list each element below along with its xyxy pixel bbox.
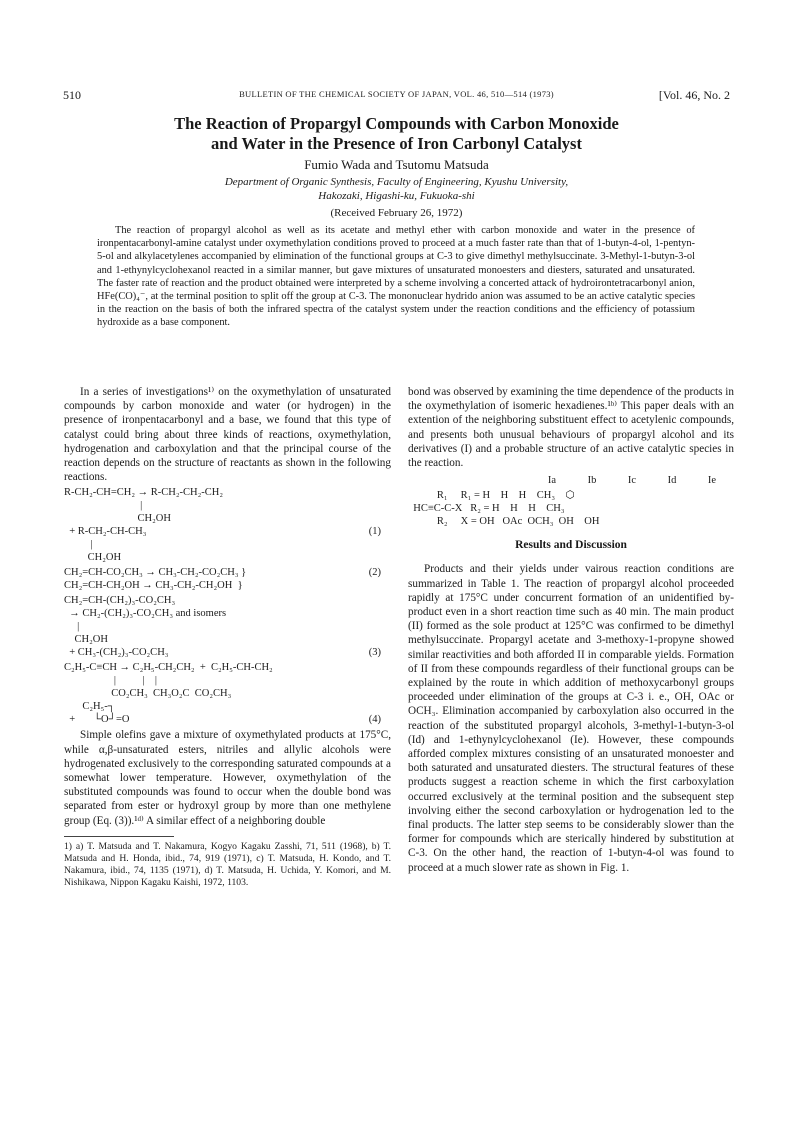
- eq1-number: (1): [368, 526, 381, 538]
- eq1-l2: |: [64, 500, 143, 512]
- structure-headers: [408, 474, 734, 487]
- structure-rows: [408, 489, 734, 528]
- eq1-l5: |: [64, 539, 93, 551]
- header-id: Id: [667, 475, 677, 487]
- title-line-2: and Water in the Presence of Iron Carbonyl Catalyst: [211, 134, 582, 153]
- footnote: 1) a) T. Matsuda and T. Nakamura, Kogyo Kagaku Zasshi, 71, 511 (1968), b) T. Matsuda and H. Honda, ibid., 74, 919 (1971), c) T. Matsuda, H. Kondo, and T. Nakamura, ibid., 74, 1135 (1971), d) T. Matsuda, H. Uchida, Y. Komori, and M. Nishikawa, Nippon Kagaku Kaishi, 1972, 1103.: [64, 840, 391, 888]
- header-ib: Ib: [587, 475, 597, 487]
- equation-4: [64, 661, 391, 726]
- struct-row-2: HC≡C-C-X R₂ = H H H CH₃: [408, 503, 565, 515]
- title-line-1: The Reaction of Propargyl Compounds with Carbon Monoxide: [174, 114, 619, 133]
- equation-3: [64, 594, 391, 659]
- eq3-l3: |: [64, 621, 80, 633]
- received-date: (Received February 26, 1972): [330, 207, 463, 219]
- header-ie: Ie: [707, 475, 717, 487]
- abstract: The reaction of propargyl alcohol as well as its acetate and methyl ether with carbon monoxide and water in the presence of ironpentacarbonyl-amine catalyst under oxymethylation conditions proved to proceed at a much faster rate than that of 1-butyn-4-ol, 1-pentyn-5-ol and alkylacetylenes accompanied by elimination of the functional groups at C-3 to give dimethyl methylsuccinate. 3-Methyl-1-butyn-3-ol and 1-ethynylcyclohexanol reacted in a similar manner, but gave mixtures of unsaturated monoesters and diesters, saturated and unsaturated. The faster rate of reaction and the product obtained were interpreted by a scheme involving a concerted attack of hydroirontetracarbonyl anion, HFe(CO)₄⁻, at the terminal position to split off the group at C-3. The mononuclear hydrido anion was assumed to be an active catalytic species in the reaction on the basis of both the infrared spectra of the catalyst system under the reaction conditions and the efficiency of potassium hydroxide as a base component.: [97, 225, 695, 329]
- right-paragraph-1: bond was observed by examining the time dependence of the products in the oxymethylation of isomeric hexadienes.¹ᵇ⁾ This paper deals with an extention of the neighboring substituent effect to acetylenic compounds, and presents both unusual behaviours of propargyl alcohol and its derivatives (I) and a probable structure of an active catalytic species in the reaction.: [408, 386, 734, 470]
- affiliation-line-1: Department of Organic Synthesis, Faculty of Engineering, Kyushu University,: [224, 176, 569, 188]
- struct-row-3: R₂ X = OH OAc OCH₃ OH OH: [408, 516, 600, 528]
- eq1-l4: + R-CH₂-CH-CH₃: [64, 526, 147, 538]
- header-ic: Ic: [627, 475, 637, 487]
- header-ia: Ia: [547, 475, 557, 487]
- right-column: [408, 385, 734, 875]
- running-head: [63, 88, 730, 104]
- affiliation-line-2: Hakozaki, Higashi-ku, Fukuoka-shi: [318, 190, 475, 202]
- article-title: [60, 114, 733, 154]
- authors: Fumio Wada and Tsutomu Matsuda: [304, 157, 489, 172]
- eq4-l1: C₂H₅-C≡CH → C₂H₅-CH₂CH₂ + C₂H₅-CH-CH₂: [64, 662, 273, 674]
- eq3-l2: → CH₂-(CH₂)₃-CO₂CH₃ and isomers: [64, 608, 227, 620]
- section-title: Results and Discussion: [515, 539, 627, 552]
- affiliation: [60, 175, 733, 203]
- eq3-l1: CH₂=CH-(CH₂)₃-CO₂CH₃: [64, 595, 176, 607]
- eq3-l4: CH₂OH: [64, 634, 108, 646]
- struct-row-1: R₁ R₁ = H H H CH₃ ⬡: [408, 490, 575, 502]
- eq4-l3: CO₂CH₃ CH₃O₂C CO₂CH₃: [64, 688, 232, 700]
- left-column: [64, 385, 391, 889]
- intro-paragraph: In a series of investigations¹⁾ on the oxymethylation of unsaturated compounds by carbon monoxide and water (or hydrogen) in the presence of ironpentacarbonyl and a base, we found that this type of catalyst could bring about three kinds of reactions, oxymethylation, hydrogenation and carboxylation and that the principal course of the reaction depends on the structure of reactants as shown in the following reactions.: [64, 386, 391, 484]
- eq3-l5: + CH₃-(CH₂)₃-CO₂CH₃: [64, 647, 169, 659]
- eq1-l6: CH₂OH: [64, 552, 122, 564]
- page-number: 510: [63, 88, 81, 102]
- eq2-l1: CH₂=CH-CO₂CH₃ → CH₃-CH₂-CO₂CH₃ }: [64, 567, 247, 579]
- eq1-l1: R-CH₂-CH=CH₂ → R-CH₂-CH₂-CH₂: [64, 487, 223, 499]
- eq4-l2: | | |: [64, 675, 157, 687]
- eq1-l3: CH₂OH: [64, 513, 171, 525]
- structure-table: [408, 474, 734, 528]
- eq4-number: (4): [368, 714, 381, 726]
- eq3-number: (3): [368, 647, 381, 659]
- equation-2: [64, 566, 391, 592]
- volume-issue: [Vol. 46, No. 2: [658, 88, 730, 102]
- paragraph-2: Simple olefins gave a mixture of oxymethylated products at 175°C, while α,β-unsaturated esters, nitriles and allylic alcohols were hydrogenated exclusively to the corresponding saturated compounds at a somewhat lower temperature. However, oxymethylation of the substituted compounds was found to occur when the double bond was separated from ester or hydroxyl group by more than one methylene group (Eq. (3)).¹ᵈ⁾ A similar effect of a neighboring double: [64, 729, 391, 827]
- footnote-rule: [64, 836, 174, 837]
- eq4-l4: C₂H₅-┐: [64, 701, 116, 713]
- equation-1: [64, 486, 391, 564]
- eq4-l5: + └O┘=O: [64, 714, 130, 726]
- journal-citation: BULLETIN OF THE CHEMICAL SOCIETY OF JAPAN, VOL. 46, 510—514 (1973): [239, 89, 554, 99]
- eq2-l2: CH₂=CH-CH₂OH → CH₃-CH₂-CH₂OH }: [64, 580, 243, 592]
- eq2-number: (2): [368, 567, 381, 579]
- right-paragraph-2: Products and their yields under vairous reaction conditions are summarized in Table 1. The reaction of propargyl alcohol proceeded rapidly at 175°C under concurrent formation of an unidentified by-product even in a short reaction time such as 40 min. The main product (II) formed as the sole product at 125°C was confirmed to be dimethyl methylsuccinate. Propargyl acetate and 3-methoxy-1-propyne showed similar reactivities and both afforded II in comparable yields. Formation of II from these compounds regardless of their functional groups can be explained by the route in which addition of methoxycarbonyl groups proceeded under elimination of the groups at C-3 i. e., OH, OAc or OCH₃. Elimination accompanied by carboxylation also occurred in the reaction of the substituted propargyl alcohols, 3-methyl-1-butyn-3-ol (Id) and 1-ethynylcyclohexanol (Ie). However, these compounds afforded complex mixtures consisting of an unsaturated monoester and both saturated and unsaturated diesters. The structural features of these products suggest a reaction scheme in which the first carboxylation occurred exclusively at the terminal position and the subsequent step involving either the second carboxylation or hydrogenation led to the final products. The latter step seems to be considerably slower than the former for compounds which are sterically hindered by substitution at C-3. On the other hand, the reaction of 1-butyn-4-ol was found to proceed at a much slower rate as shown in Fig. 1.: [408, 563, 734, 874]
